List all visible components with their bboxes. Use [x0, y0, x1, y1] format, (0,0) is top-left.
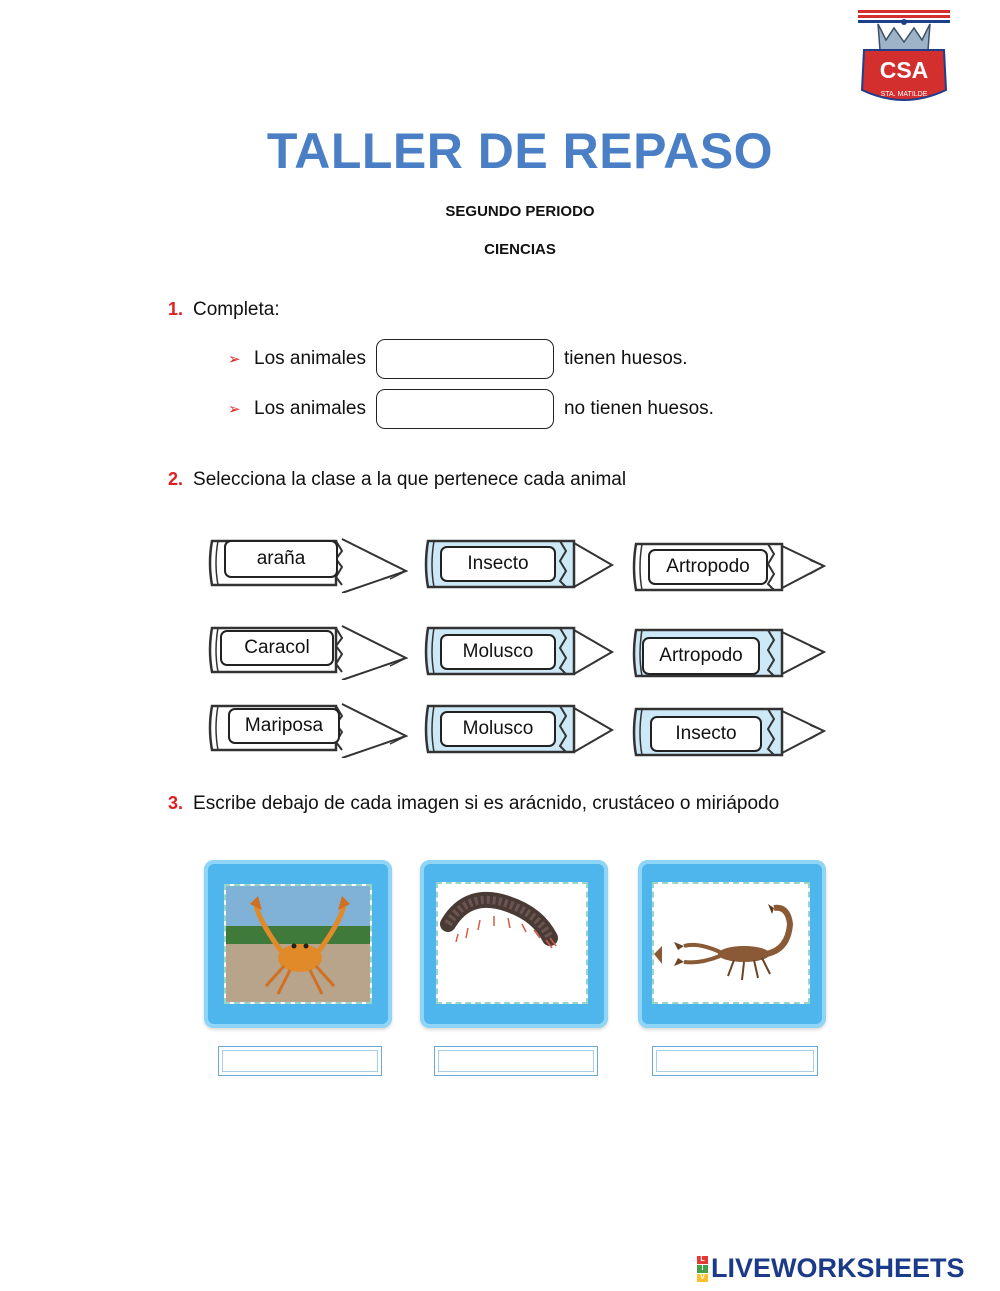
crab-photo — [224, 884, 372, 1004]
question-number: 2. — [168, 469, 184, 489]
scorpion-photo — [652, 882, 810, 1004]
pencil-animal — [208, 698, 408, 758]
liveworksheets-logo-icon: L I V — [697, 1256, 708, 1282]
question-text: Completa: — [193, 299, 280, 320]
sentence-end: tienen huesos. — [563, 348, 688, 369]
option-button-insecto[interactable]: Insecto — [650, 716, 762, 752]
logo-text: CSA — [879, 57, 929, 83]
animal-label: Mariposa — [228, 708, 340, 744]
pencil-animal — [208, 620, 408, 680]
sentence-end: no tienen huesos. — [563, 398, 714, 419]
answer-input-millipede[interactable] — [434, 1046, 598, 1076]
school-logo — [858, 10, 950, 106]
pencil-option[interactable] — [424, 700, 624, 760]
option-button-artropodo[interactable]: Artropodo — [642, 637, 760, 675]
question-2 — [168, 469, 626, 491]
period-heading: SEGUNDO PERIODO — [445, 203, 595, 220]
question-number: 1. — [168, 299, 184, 319]
option-button-artropodo[interactable]: Artropodo — [648, 549, 768, 585]
arrow-bullet-icon: ➢ — [228, 401, 241, 418]
question-text: Escribe debajo de cada imagen si es arácnido, crustáceo o miriápodo — [193, 793, 780, 814]
logo-subtext: STA. MATILDE — [880, 91, 928, 98]
answer-input-crab[interactable] — [218, 1046, 382, 1076]
question-3 — [168, 793, 779, 815]
image-frame-crab — [204, 860, 392, 1028]
pencil-option[interactable] — [632, 624, 832, 684]
page-title: TALLER DE REPASO — [266, 123, 774, 179]
answer-input-vertebrados[interactable] — [376, 339, 554, 379]
subject-heading: CIENCIAS — [484, 241, 556, 258]
image-frame-millipede — [420, 860, 608, 1028]
q1-row-1 — [228, 338, 688, 380]
millipede-photo — [436, 882, 588, 1004]
animal-label: araña — [224, 540, 338, 578]
question-1 — [168, 299, 280, 321]
animal-label: Caracol — [220, 630, 334, 666]
pencil-animal — [208, 533, 408, 593]
q1-row-2 — [228, 388, 714, 430]
question-text: Selecciona la clase a la que pertenece cada animal — [193, 469, 627, 490]
image-frame-scorpion — [638, 860, 826, 1028]
pencil-option[interactable] — [424, 535, 624, 595]
question-number: 3. — [168, 793, 184, 813]
watermark-text: LIVEWORKSHEETS — [711, 1253, 965, 1283]
option-button-molusco[interactable]: Molusco — [440, 634, 556, 670]
answer-input-invertebrados[interactable] — [376, 389, 554, 429]
sentence-start: Los animales — [254, 348, 366, 369]
sentence-start: Los animales — [254, 398, 366, 419]
liveworksheets-watermark — [697, 1253, 965, 1284]
option-button-molusco[interactable]: Molusco — [440, 711, 556, 747]
option-button-insecto[interactable]: Insecto — [440, 546, 556, 582]
pencil-option[interactable] — [424, 622, 624, 682]
pencil-option[interactable] — [632, 703, 832, 763]
answer-input-scorpion[interactable] — [652, 1046, 818, 1076]
arrow-bullet-icon: ➢ — [228, 351, 241, 368]
pencil-option[interactable] — [632, 538, 832, 598]
